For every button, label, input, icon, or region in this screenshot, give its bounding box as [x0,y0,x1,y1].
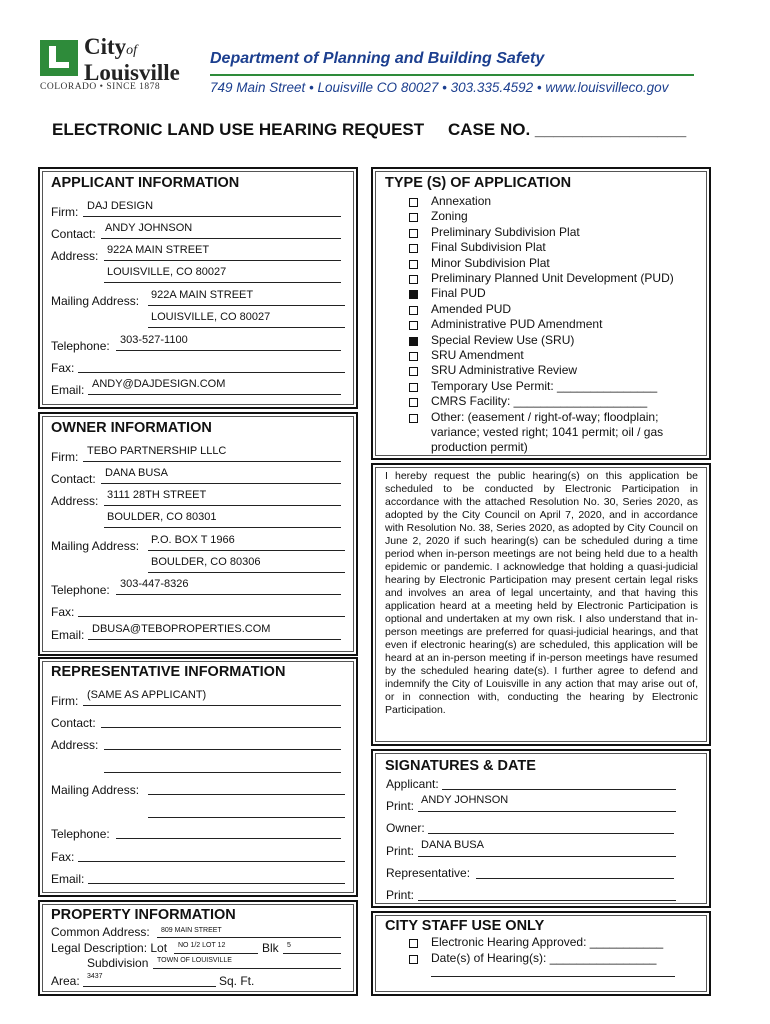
type-checkbox[interactable] [409,337,418,346]
rep-contact-label: Contact: [51,716,96,730]
property-blk-label: Blk [262,941,279,955]
type-label: Temporary Use Permit: _______________ [431,378,658,393]
staff-approved-label: Electronic Hearing Approved: ___________ [431,935,664,949]
type-checkbox[interactable] [409,229,418,238]
applicant-print-value: ANDY JOHNSON [421,794,509,806]
owner-contact-field[interactable] [101,483,341,484]
staff-dates-field-2[interactable] [431,976,675,977]
property-common-value: 809 MAIN STREET [161,927,222,934]
owner-email-field[interactable] [88,639,341,640]
rep-firm-label: Firm: [51,694,79,708]
staff-approved-checkbox[interactable] [409,939,418,948]
property-subdivision-label: Subdivision [87,956,149,970]
type-checkbox[interactable] [409,383,418,392]
owner-contact-label: Contact: [51,472,96,486]
applicant-address-value: 922A MAIN STREET [107,244,210,256]
owner-address-value: 3111 28TH STREET [107,489,207,501]
applicant-print-field[interactable] [418,811,676,812]
header-divider [210,74,694,76]
type-label: Final Subdivision Plat [431,240,546,255]
owner-contact-value: DANA BUSA [105,467,168,479]
applicant-firm-label: Firm: [51,205,79,219]
owner-telephone-label: Telephone: [51,583,110,597]
applicant-print-label: Print: [386,799,415,813]
owner-signature-label: Owner: [386,821,425,835]
rep-mailing-label: Mailing Address: [51,783,140,797]
staff-dates-label: Date(s) of Hearing(s): ________________ [431,951,657,965]
type-label: Amended PUD [431,301,512,316]
rep-print-field[interactable] [418,900,676,901]
type-label: Minor Subdivision Plat [431,255,550,270]
representative-heading: REPRESENTATIVE INFORMATION [51,664,286,680]
type-checkbox[interactable] [409,198,418,207]
rep-address-label: Address: [51,738,99,752]
rep-telephone-field[interactable] [116,838,341,839]
applicant-address-label: Address: [51,249,99,263]
applicant-mailing-label: Mailing Address: [51,294,140,308]
applicant-telephone-value: 303-527-1100 [120,334,188,346]
applicant-mailing-value: 922A MAIN STREET [151,289,254,301]
type-label: Special Review Use (SRU) [431,332,575,347]
city-logo-icon [40,40,78,76]
property-area-field[interactable] [83,986,216,987]
types-other-cont-2: production permit) [431,440,528,454]
applicant-telephone-label: Telephone: [51,339,110,353]
rep-mailing-field-2[interactable] [148,817,345,818]
applicant-heading: APPLICANT INFORMATION [51,175,240,191]
owner-firm-value: TEBO PARTNERSHIP LLLC [87,445,227,457]
owner-mailing-field-2[interactable] [148,572,345,573]
property-common-label: Common Address: [51,925,150,939]
type-checkbox[interactable] [409,260,418,269]
type-checkbox[interactable] [409,352,418,361]
rep-signature-field[interactable] [476,878,674,879]
rep-firm-field[interactable] [83,705,341,706]
type-checkbox[interactable] [409,290,418,299]
applicant-fax-label: Fax: [51,361,75,375]
applicant-signature-field[interactable] [442,789,676,790]
applicant-address-value-2: LOUISVILLE, CO 80027 [107,266,227,278]
applicant-firm-field[interactable] [83,216,341,217]
rep-signature-label: Representative: [386,866,471,880]
property-blk-field[interactable] [283,953,341,954]
property-sqft-label: Sq. Ft. [219,974,255,988]
department-address: 749 Main Street • Louisville CO 80027 • 303.335.4592 • www.louisvilleco.gov [210,80,669,95]
type-label: Other: (easement / right-of-way; floodplain; [431,409,659,424]
applicant-email-value: ANDY@DAJDESIGN.COM [92,378,226,390]
applicant-address-field[interactable] [104,260,341,261]
rep-contact-field[interactable] [101,727,341,728]
type-checkbox[interactable] [409,306,418,315]
owner-address-field-2[interactable] [104,527,341,528]
owner-mailing-field[interactable] [148,550,345,551]
applicant-firm-value: DAJ DESIGN [87,200,154,212]
owner-mailing-value: P.O. BOX T 1966 [151,534,235,546]
types-heading: TYPE (S) OF APPLICATION [385,175,572,191]
applicant-contact-value: ANDY JOHNSON [105,222,193,234]
type-label: SRU Administrative Review [431,363,578,378]
type-label: Zoning [431,209,468,224]
type-checkbox[interactable] [409,367,418,376]
rep-firm-value: (SAME AS APPLICANT) [87,689,207,701]
type-label: Final PUD [431,286,486,301]
applicant-email-field[interactable] [88,394,341,395]
property-area-label: Area: [51,974,80,988]
type-label: SRU Amendment [431,348,524,362]
applicant-mailing-value-2: LOUISVILLE, CO 80027 [151,311,271,323]
owner-heading: OWNER INFORMATION [51,420,212,436]
types-other-cont-1: variance; vested right; 1041 permit; oil / gas [431,425,664,439]
property-lot-field[interactable] [174,953,258,954]
applicant-contact-label: Contact: [51,227,96,241]
owner-telephone-field[interactable] [116,594,341,595]
applicant-fax-field[interactable] [78,372,345,373]
property-area-value: 3437 [87,973,103,980]
property-lot-value: NO 1/2 LOT 12 [178,942,226,949]
type-label: Administrative PUD Amendment [431,317,603,332]
type-checkbox[interactable] [409,414,418,423]
rep-address-field[interactable] [104,749,341,750]
owner-fax-field[interactable] [78,616,345,617]
owner-firm-label: Firm: [51,450,79,464]
type-label: Annexation [431,194,492,208]
property-subdivision-field[interactable] [153,968,341,969]
department-name: Department of Planning and Building Safety [210,50,545,67]
owner-mailing-value-2: BOULDER, CO 80306 [151,556,261,568]
type-checkbox[interactable] [409,398,418,407]
case-number: CASE NO. ________________ [448,120,687,139]
owner-address-label: Address: [51,494,99,508]
rep-print-label: Print: [386,888,415,902]
owner-email-value: DBUSA@TEBOPROPERTIES.COM [92,623,271,635]
rep-email-label: Email: [51,872,85,886]
type-label: Preliminary Planned Unit Development (PUD) [431,271,674,285]
applicant-mailing-field[interactable] [148,305,345,306]
type-label: Preliminary Subdivision Plat [431,224,580,239]
owner-print-value: DANA BUSA [421,839,484,851]
owner-address-field[interactable] [104,505,341,506]
rep-fax-field[interactable] [78,861,345,862]
form-title: ELECTRONIC LAND USE HEARING REQUEST [52,120,425,139]
owner-print-field[interactable] [418,856,676,857]
logo-wordmark: Cityof Louisville [84,34,180,85]
type-checkbox[interactable] [409,213,418,222]
type-checkbox[interactable] [409,275,418,284]
rep-email-field[interactable] [88,883,345,884]
rep-mailing-field[interactable] [148,794,345,795]
type-checkbox[interactable] [409,244,418,253]
owner-mailing-label: Mailing Address: [51,539,140,553]
owner-address-value-2: BOULDER, CO 80301 [107,511,217,523]
owner-telephone-value: 303-447-8326 [120,578,189,590]
property-legal-label: Legal Description: Lot [51,941,168,955]
applicant-signature-label: Applicant: [386,777,439,791]
applicant-telephone-field[interactable] [116,350,341,351]
property-heading: PROPERTY INFORMATION [51,907,236,923]
staff-heading: CITY STAFF USE ONLY [385,918,545,934]
property-blk-value: 5 [287,942,291,949]
owner-print-label: Print: [386,844,415,858]
owner-email-label: Email: [51,628,85,642]
applicant-email-label: Email: [51,383,85,397]
rep-telephone-label: Telephone: [51,827,110,841]
rep-fax-label: Fax: [51,850,75,864]
owner-fax-label: Fax: [51,605,75,619]
owner-signature-field[interactable] [428,833,674,834]
property-subdivision-value: TOWN OF LOUISVILLE [157,957,232,964]
applicant-contact-field[interactable] [101,238,341,239]
applicant-address-field-2[interactable] [104,282,341,283]
type-checkbox[interactable] [409,321,418,330]
signatures-heading: SIGNATURES & DATE [385,758,536,774]
type-label: CMRS Facility: ____________________ [431,394,648,409]
rep-address-field-2[interactable] [104,772,341,773]
staff-dates-checkbox[interactable] [409,955,418,964]
applicant-mailing-field-2[interactable] [148,327,345,328]
hearing-statement: I hereby request the public hearing(s) on this application be scheduled to be conducted by Electronic Participation in accordance with the attached Resolution No. 30, Series 2020, as adopted by the City Council on April 7, 2020, and in accordance with Resolution No. 38, Series 2020, as adopted by City Council on June 2, 2020 if such hearing(s) can be scheduled during a time period when in-person meetings are not being held due to a health epidemic or pandemic. I acknowledge that holding a quasi-judicial hearing by Electronic Participation may present certain legal risks and involves an area of legal uncertainty, and that having this application heard at a meeting held by Electronic Participation is optional and undertaken at my own risk. I also understand that in-person meetings are preferred for quasi-judicial hearings, and that even if electronic hearing(s) are scheduled, this application will be heard at an in-person meeting if in-person meetings have resumed by the scheduled hearing date(s). I further agree to defend and indemnify the City of Louisville in any action that may arise out of, or in connection with, conducting the hearing by Electronic Participation. [385,470,698,716]
logo-subtitle: COLORADO • SINCE 1878 [40,82,161,92]
owner-firm-field[interactable] [83,461,341,462]
property-common-field[interactable] [157,937,341,938]
